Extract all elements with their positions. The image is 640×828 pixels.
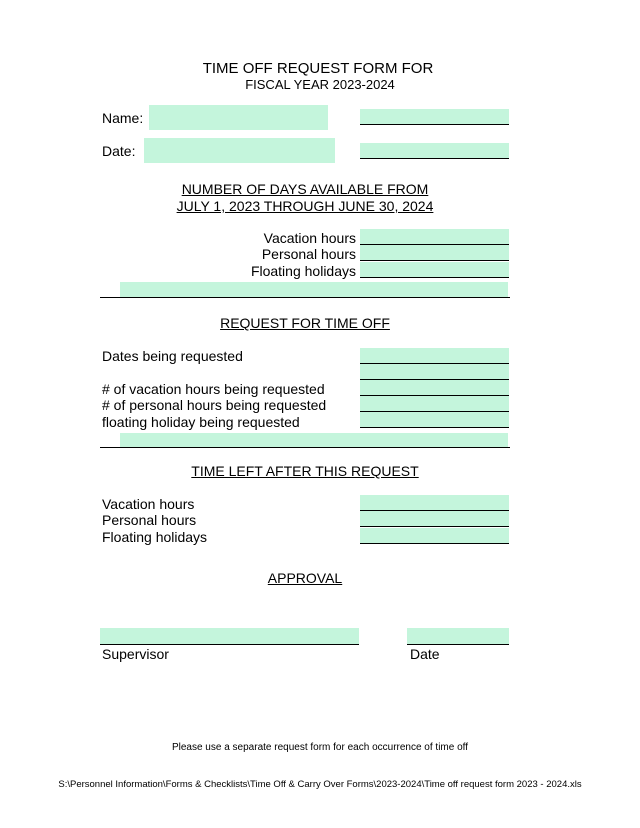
request-dates-label: Dates being requested	[102, 348, 243, 364]
request-floating-label: floating holiday being requested	[102, 414, 300, 430]
available-personal-field[interactable]	[360, 245, 509, 261]
available-heading-line2: JULY 1, 2023 THROUGH JUNE 30, 2024	[176, 198, 434, 214]
request-dates-field-2[interactable]	[360, 364, 509, 380]
date-label: Date:	[102, 143, 136, 159]
file-path: S:\Personnel Information\Forms & Checklists\Time Off & Carry Over Forms\2023-2024\Time off request form 2023 - 2024.xls	[58, 779, 582, 790]
name-label: Name:	[102, 110, 144, 126]
remaining-vacation-label: Vacation hours	[102, 496, 195, 512]
available-personal-label: Personal hours	[261, 246, 356, 262]
date-field[interactable]	[144, 138, 335, 163]
remaining-heading: TIME LEFT AFTER THIS REQUEST	[191, 463, 419, 479]
supervisor-label: Supervisor	[102, 646, 169, 662]
request-dates-field[interactable]	[360, 348, 509, 364]
request-vacation-label: # of vacation hours being requested	[102, 381, 325, 397]
name-value	[149, 109, 153, 125]
remaining-floating-field[interactable]	[360, 528, 509, 544]
available-vacation-label: Vacation hours	[263, 230, 356, 246]
supervisor-signature-field[interactable]	[100, 628, 359, 645]
available-floating-label: Floating holidays	[250, 263, 356, 279]
available-note-field[interactable]	[120, 282, 508, 297]
remaining-vacation-field[interactable]	[360, 495, 509, 511]
approval-date-field[interactable]	[407, 628, 509, 645]
remaining-personal-field[interactable]	[360, 511, 509, 527]
request-note-field[interactable]	[120, 433, 508, 447]
approval-date-label: Date	[410, 646, 440, 662]
request-personal-label: # of personal hours being requested	[102, 397, 327, 413]
form-title: TIME OFF REQUEST FORM FOR	[202, 60, 434, 77]
section-divider	[100, 447, 510, 448]
available-vacation-field[interactable]	[360, 229, 509, 245]
date-value	[144, 142, 148, 158]
name-field[interactable]	[149, 105, 328, 130]
section-divider	[100, 297, 510, 298]
request-personal-field[interactable]	[360, 396, 509, 412]
request-vacation-field[interactable]	[360, 380, 509, 396]
request-floating-field[interactable]	[360, 412, 509, 428]
request-heading: REQUEST FOR TIME OFF	[220, 315, 390, 331]
name-extra-field[interactable]	[360, 109, 509, 125]
footer-note: Please use a separate request form for each occurrence of time off	[171, 742, 469, 753]
form-subtitle: FISCAL YEAR 2023-2024	[245, 77, 395, 92]
remaining-personal-label: Personal hours	[102, 512, 197, 528]
date-extra-field[interactable]	[360, 143, 509, 159]
available-heading-line1: NUMBER OF DAYS AVAILABLE FROM	[181, 181, 429, 197]
remaining-floating-label: Floating holidays	[102, 529, 208, 545]
available-floating-field[interactable]	[360, 262, 509, 278]
approval-heading: APPROVAL	[267, 570, 343, 586]
